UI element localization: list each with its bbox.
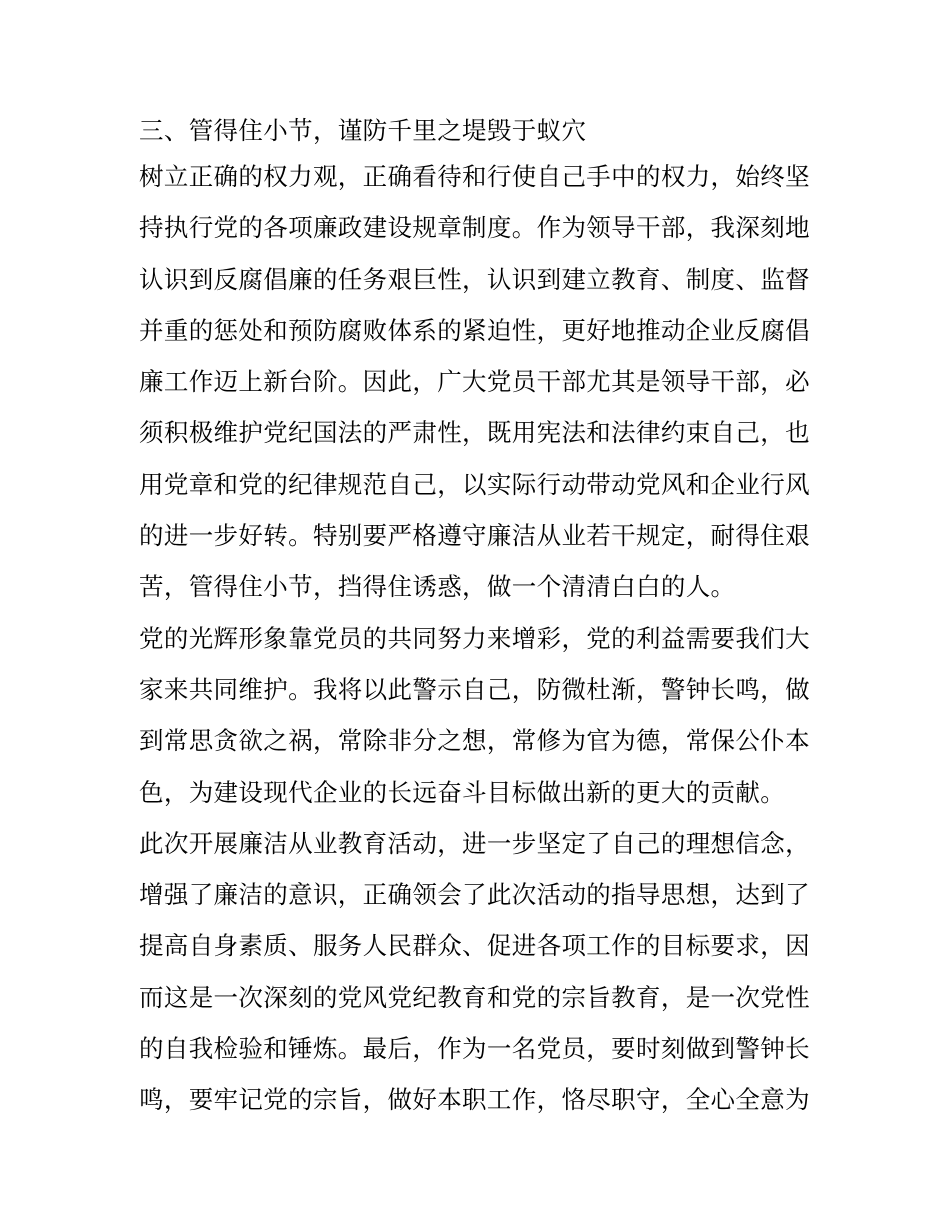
text-line: 苦，管得住小节，挡得住诱惑，做一个清清白白的人。 [139,572,736,602]
text-line: 此次开展廉洁从业教育活动，进一步坚定了自己的理想信念， [139,828,810,858]
text-line: 并重的惩处和预防腐败体系的紧迫性，更好地推动企业反腐倡 [139,315,810,345]
text-line: 持执行党的各项廉政建设规章制度。作为领导干部，我深刻地 [139,213,810,243]
text-line: 家来共同维护。我将以此警示自己，防微杜渐，警钟长鸣，做 [139,674,810,704]
text-line: 廉工作迈上新台阶。因此，广大党员干部尤其是领导干部，必 [139,367,810,397]
text-line: 提高自身素质、服务人民群众、促进各项工作的目标要求，因 [139,931,810,961]
section-heading: 三、管得住小节，谨防千里之堤毁于蚁穴 [139,116,587,145]
text-line: 色，为建设现代企业的长远奋斗目标做出新的更大的贡献。 [139,777,786,807]
document-body [139,110,814,1126]
text-line: 到常思贪欲之祸，常除非分之想，常修为官为德，常保公仆本 [139,726,810,756]
text-line: 须积极维护党纪国法的严肃性，既用宪法和法律约束自己，也 [139,418,810,448]
text-line: 认识到反腐倡廉的任务艰巨性，认识到建立教育、制度、监督 [139,264,810,294]
text-line: 的自我检验和锤炼。最后，作为一名党员，要时刻做到警钟长 [139,1034,810,1064]
text-line: 而这是一次深刻的党风党纪教育和党的宗旨教育，是一次党性 [139,982,810,1012]
text-line: 党的光辉形象靠党员的共同努力来增彩，党的利益需要我们大 [139,623,810,653]
text-line: 鸣，要牢记党的宗旨，做好本职工作，恪尽职守，全心全意为 [139,1085,810,1115]
text-line: 增强了廉洁的意识，正确领会了此次活动的指导思想，达到了 [139,880,810,910]
text-line: 用党章和党的纪律规范自己，以实际行动带动党风和企业行风 [139,469,810,499]
text-line: 树立正确的权力观，正确看待和行使自己手中的权力，始终坚 [139,162,810,191]
text-line: 的进一步好转。特别要严格遵守廉洁从业若干规定，耐得住艰 [139,521,810,551]
